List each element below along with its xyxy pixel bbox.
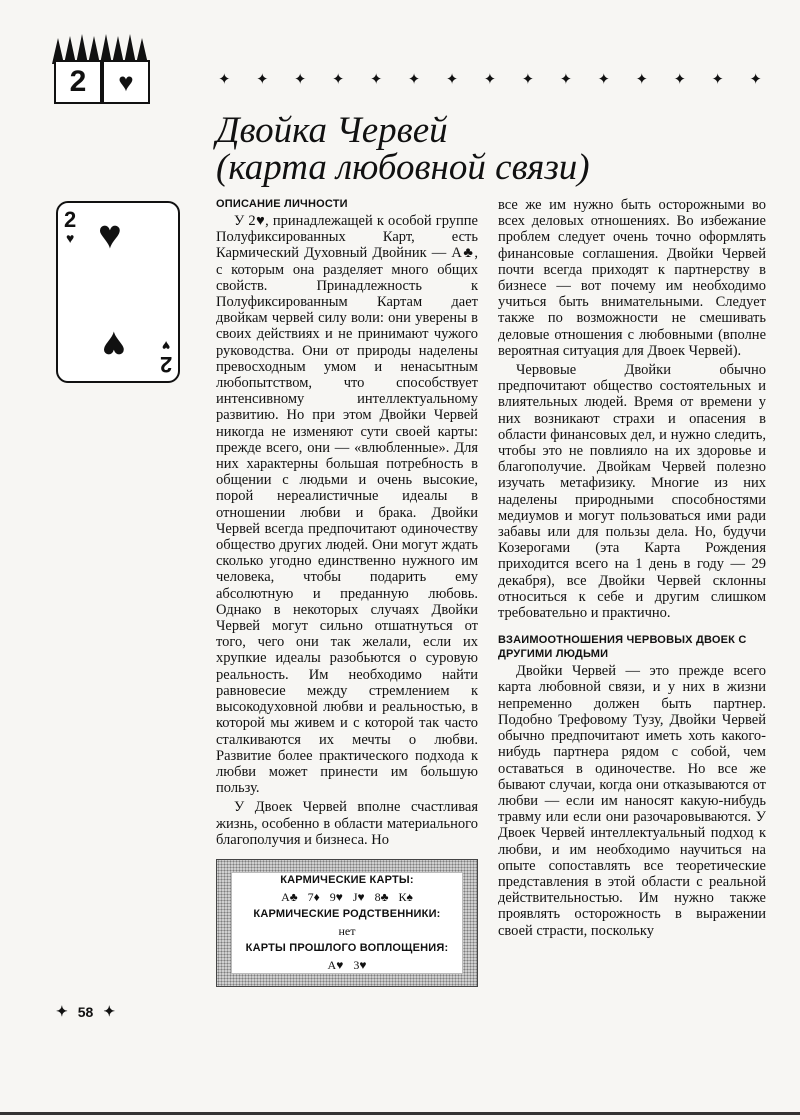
paragraph: У 2♥, принадлежащей к особой группе Полуфиксированных Карт, есть Кармический Духовный Двойник — А♣, с которым она разделяет много общих свойств. Принадлежность к Полуфиксированным Картам дает двойкам червей силу воли: они уверены в своих действиях и не принимают чужого руководства. Они от природы наделены превосходным умом и ненасытным любопытством, что способствует интенсивному интеллектуальному развитию. Но при этом Двойки Червей никогда не изменяют сути своей карты: прежде всего, они — «влюбленные». Для них характерны большая потребность в общении с людьми и очень высокие, порой нереалистичные идеалы в отношении любви и брака. Двойки Червей всегда предпочитают одиночеству общество других людей. Они могут ждать сколько угодно единственно нужного им человека, чтобы подарить ему абсолютную и преданную любовь. Однако в некоторых случаях Двойки Червей могут сильно отшатнуться от того, чего они так желали, если их хрупкие идеалы разобьются о суровую реальность. Им необходимо найти равновесие между стремлением к высокодуховной любви и реальностью, в которой мы живем и с которой так часто сталкиваются их мечты о любви. Развитие более практического подхода к любви может принести им большую пользу. <box>216 213 478 797</box>
past-life-cards-list <box>328 957 367 974</box>
karmic-card: А♣ <box>281 890 298 904</box>
star-icon: ✦ <box>711 72 724 88</box>
card-corner-top <box>64 209 76 245</box>
star-icon: ✦ <box>597 72 611 88</box>
badge-heart-icon: ♥ <box>102 60 150 104</box>
star-icon: ✦ <box>218 72 231 88</box>
star-icon: ✦ <box>103 1003 116 1019</box>
badge-rank: 2 <box>54 60 102 104</box>
card-rank: 2 <box>64 207 77 232</box>
star-icon: ✦ <box>521 72 535 88</box>
section-heading: ОПИСАНИЕ ЛИЧНОСТИ <box>216 198 348 210</box>
star-icon: ✦ <box>407 72 421 88</box>
karmic-cards-label: КАРМИЧЕСКИЕ КАРТЫ: <box>280 874 414 886</box>
card-corner-bottom <box>160 339 172 375</box>
karmic-relatives-label: КАРМИЧЕСКИЕ РОДСТВЕННИКИ: <box>253 908 441 920</box>
text-column-left <box>216 197 478 851</box>
star-icon: ✦ <box>749 72 762 88</box>
karmic-relatives-value: нет <box>338 924 356 938</box>
star-icon: ✦ <box>369 72 383 88</box>
title-line-2: (карта любовной связи) <box>216 147 590 188</box>
star-icon: ✦ <box>635 72 649 88</box>
paragraph: Двойки Червей — это прежде всего карта любовной связи, и у них в жизни непременно должен быть партнер. Подобно Трефовому Тузу, Двойки Червей обычно предпочитают иметь хоть какого-нибудь партнера рядом с собой, чем оставаться в одиночестве. Но все же бывают случаи, когда они отказываются от любви — если им наносят какую-нибудь травму или если они разочаровываются. У Двоек Червей интеллектуальный подход к любви, и им необходимо научиться на опыте сопоставлять все теоретические представления в этой области с реальной действительностью. Им нужно также проявлять осторожность в выражении своей страсти, поскольку <box>498 663 766 939</box>
heart-icon: ♥ <box>65 230 75 246</box>
karmic-cards-box <box>216 859 478 987</box>
section-heading: ВЗАИМООТНОШЕНИЯ ЧЕРВОВЫХ ДВОЕК С ДРУГИМИ ЛЮДЬМИ <box>498 634 747 661</box>
scan-edge-rule <box>0 1112 800 1115</box>
page-title <box>216 112 590 186</box>
playing-card <box>56 201 180 383</box>
text-column-right <box>498 197 766 942</box>
heart-icon: ♥ <box>161 338 171 354</box>
page-footer <box>56 1003 115 1020</box>
karmic-card: J♥ <box>352 890 365 904</box>
paragraph: Червовые Двойки обычно предпочитают общество состоятельных и влиятельных людей. Время от времени у них возникают страхи и опасения в области финансовых дел, и нужно следить, чтобы это не повлияло на их здоровье и благополучие. Двойкам Червей полезно изучать метафизику. Многие из них наделены природными способностями медиумов и могут пользоваться ими ради забавы или для пользы дела. Но, будучи Козерогами (эта Карта Рождения приходится всего на 1 день в году — 29 декабря), все Двойки Червей склонны относиться к себе и другим слишком требовательно и практично. <box>498 362 766 622</box>
star-icon: ✦ <box>331 72 345 88</box>
past-life-label: КАРТЫ ПРОШЛОГО ВОПЛОЩЕНИЯ: <box>245 942 449 954</box>
karmic-cards-inner <box>231 872 463 974</box>
past-life-card: 3♥ <box>353 958 367 972</box>
title-line-1: Двойка Червей <box>216 110 448 151</box>
karmic-cards-list <box>281 889 413 906</box>
star-icon: ✦ <box>293 72 307 88</box>
karmic-card: 8♣ <box>374 890 389 904</box>
card-rank: 2 <box>159 352 172 377</box>
star-icon: ✦ <box>255 72 269 88</box>
star-icon: ✦ <box>56 1003 68 1019</box>
chapter-badge <box>52 34 148 104</box>
star-icon: ✦ <box>483 72 497 88</box>
star-icon: ✦ <box>673 72 687 88</box>
paragraph: все же им нужно быть осторожными во всех деловых отношениях. Во избежание проблем следует очень точно оформлять финансовые соглашения. Двойки Червей почти всегда приходят к партнерству в бизнесе — вот почему им необходимо учиться быть внимательными. Следует также по возможности не смешивать деловые отношения с любовными (вполне вероятная ситуация для Двоек Червей). <box>498 197 766 359</box>
star-icon: ✦ <box>559 72 573 88</box>
karmic-card: К♠ <box>398 890 413 904</box>
star-divider <box>218 70 762 89</box>
karmic-card: 9♥ <box>329 890 343 904</box>
heart-icon: ♥ <box>98 212 122 257</box>
paragraph: У Двоек Червей вполне счастливая жизнь, особенно в области материального благополучия и бизнеса. Но <box>216 799 478 848</box>
page-number: 58 <box>77 1003 94 1020</box>
karmic-card: 7♦ <box>307 890 320 904</box>
past-life-card: А♥ <box>327 958 344 972</box>
heart-icon: ♥ <box>102 323 126 368</box>
star-icon: ✦ <box>445 72 459 88</box>
